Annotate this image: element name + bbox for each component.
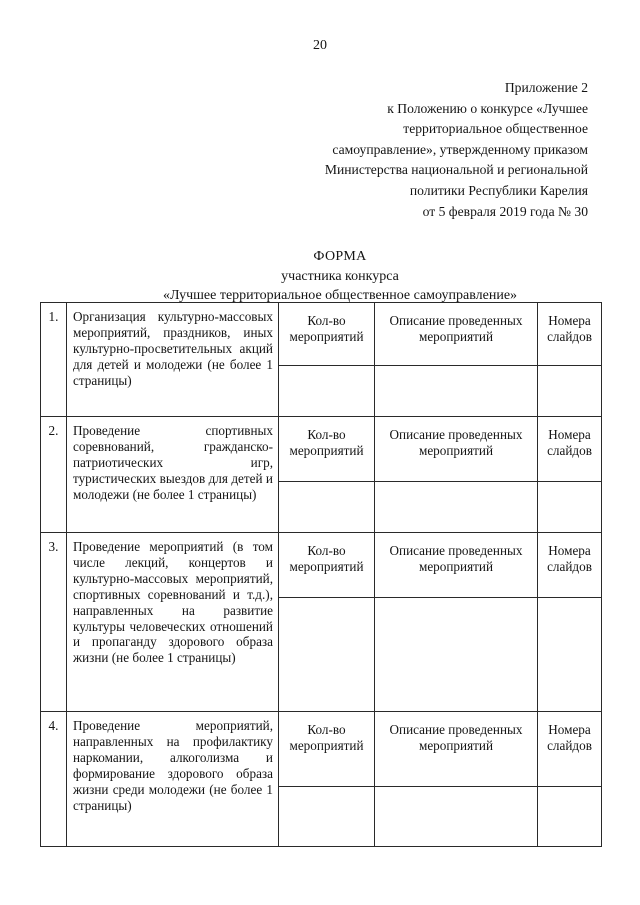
slides-header: Номера слайдов (538, 712, 602, 787)
section-number: 4. (41, 712, 67, 847)
form-table (40, 302, 602, 847)
appendix-line: Министерства национальной и региональной (324, 162, 588, 178)
slides-header: Номера слайдов (538, 303, 602, 366)
section-description-cell (67, 533, 279, 712)
count-header: Кол-во мероприятий (279, 417, 375, 482)
count-input-cell[interactable] (279, 787, 375, 847)
section-description: Организация культурно-массовых мероприятий, праздников, иных культурно-просветительных акций для детей и молодежи (не более 1 страницы) (73, 309, 273, 388)
slides-input-cell[interactable] (538, 598, 602, 712)
table-row (41, 303, 602, 366)
section-description: Проведение спортивных соревнований, гражданско-патриотических игр, туристических выездов для детей и молодежи (не более 1 страницы) (73, 423, 273, 502)
slides-input-cell[interactable] (538, 787, 602, 847)
slides-input-cell[interactable] (538, 366, 602, 417)
count-header: Кол-во мероприятий (279, 303, 375, 366)
appendix-line: Приложение 2 (504, 80, 588, 95)
section-description-cell (67, 417, 279, 533)
form-contest-name: «Лучшее территориальное общественное самоуправление» (162, 288, 518, 303)
section-number: 3. (41, 533, 67, 712)
table-row (41, 712, 602, 787)
description-input-cell[interactable] (375, 787, 538, 847)
page-number: 20 (313, 38, 327, 53)
count-input-cell[interactable] (279, 366, 375, 417)
description-header: Описание проведенных мероприятий (375, 712, 538, 787)
slides-header: Номера слайдов (538, 417, 602, 482)
section-number: 1. (41, 303, 67, 417)
table-row (41, 417, 602, 482)
appendix-line: самоуправление», утвержденному приказом (332, 141, 588, 157)
description-input-cell[interactable] (375, 598, 538, 712)
appendix-line: к Положению о конкурсе «Лучшее (387, 100, 588, 116)
appendix-line: от 5 февраля 2019 года № 30 (422, 203, 588, 219)
appendix-line: территориальное общественное (403, 121, 588, 137)
count-header: Кол-во мероприятий (279, 533, 375, 598)
section-description-cell (67, 303, 279, 417)
appendix-line: политики Республики Карелия (409, 182, 588, 198)
description-header: Описание проведенных мероприятий (375, 303, 538, 366)
section-number: 2. (41, 417, 67, 533)
description-header: Описание проведенных мероприятий (375, 417, 538, 482)
form-subtitle: участника конкурса (281, 268, 399, 284)
form-title: ФОРМА (313, 249, 367, 264)
count-input-cell[interactable] (279, 598, 375, 712)
description-input-cell[interactable] (375, 482, 538, 533)
table-row (41, 533, 602, 598)
slides-input-cell[interactable] (538, 482, 602, 533)
section-description-cell (67, 712, 279, 847)
count-header: Кол-во мероприятий (279, 712, 375, 787)
appendix-block (325, 78, 588, 222)
form-heading (0, 247, 640, 306)
description-header: Описание проведенных мероприятий (375, 533, 538, 598)
section-description: Проведение мероприятий, направленных на профилактику наркомании, алкоголизма и формирование здорового образа жизни среди молодежи (не более 1 страницы) (73, 718, 273, 813)
section-description: Проведение мероприятий (в том числе лекций, концертов и культурно-массовых мероприятий, спортивных соревнований и т.д.), направленных на развитие культуры человеческих отношений и пропаганду здорового образа жизни (не более 1 страницы) (73, 539, 273, 666)
description-input-cell[interactable] (375, 366, 538, 417)
slides-header: Номера слайдов (538, 533, 602, 598)
count-input-cell[interactable] (279, 482, 375, 533)
